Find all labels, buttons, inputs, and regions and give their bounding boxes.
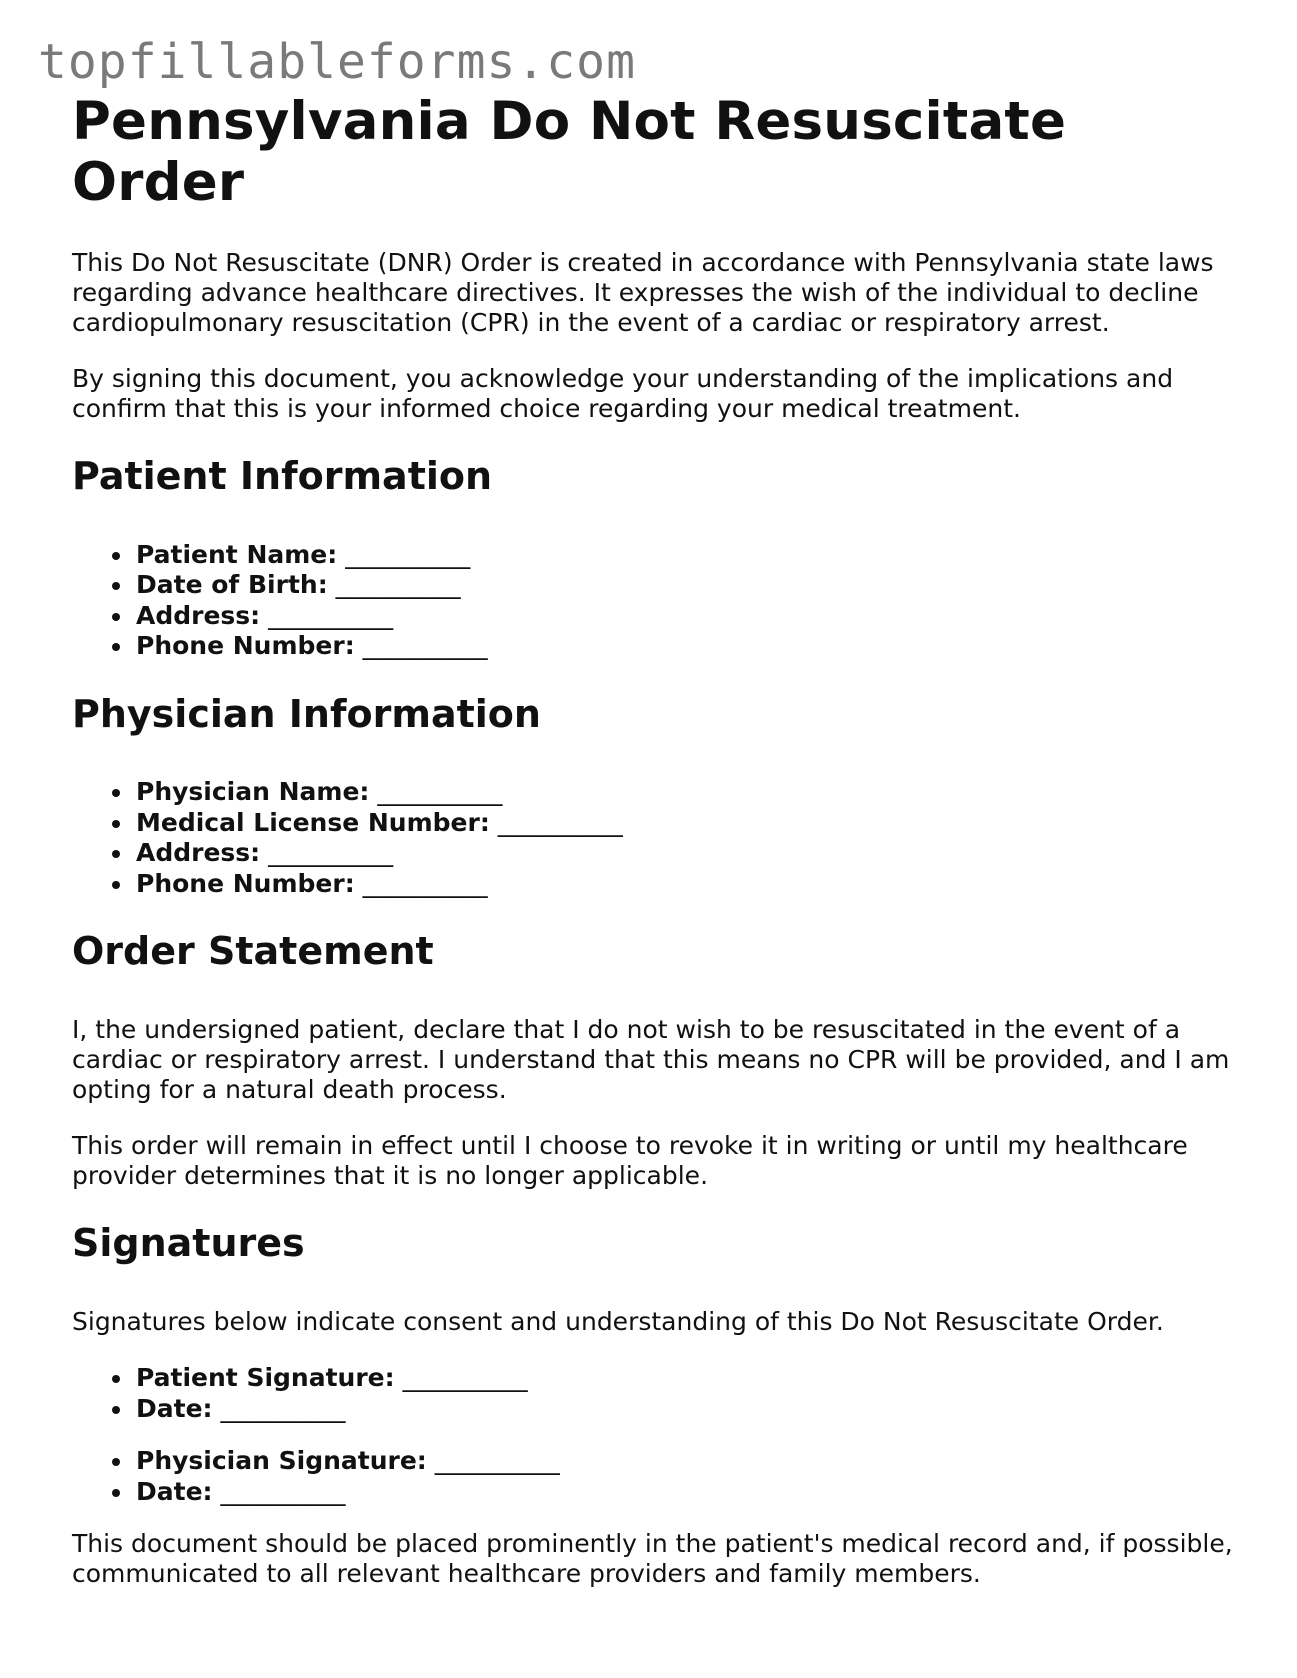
order-paragraph: I, the undersigned patient, declare that I do not wish to be resuscitated in the event of a cardiac or respiratory arrest. I understand that this means no CPR will be provided, and I am opting for a natural death process. bbox=[72, 1015, 1230, 1105]
field-label: Patient Name: bbox=[136, 539, 338, 569]
intro-paragraph: By signing this document, you acknowledge your understanding of the implications and confirm that this is your informed choice regarding your medical treatment. bbox=[72, 363, 1174, 423]
physician-signature-field[interactable] bbox=[134, 1446, 1242, 1477]
blank-line: __________ bbox=[220, 1476, 346, 1506]
order-statement-heading: Order Statement bbox=[72, 929, 434, 974]
physician-info-heading: Physician Information bbox=[72, 691, 541, 736]
field-label: Medical License Number: bbox=[136, 807, 490, 837]
blank-line: __________ bbox=[220, 1393, 346, 1423]
field-label: Address: bbox=[136, 600, 261, 630]
physician-phone-field[interactable] bbox=[134, 869, 1242, 900]
field-label: Phone Number: bbox=[136, 868, 355, 898]
field-label: Date: bbox=[136, 1476, 213, 1506]
physician-name-field[interactable] bbox=[134, 777, 1242, 808]
patient-name-field[interactable] bbox=[134, 540, 1242, 571]
field-label: Physician Signature: bbox=[136, 1446, 427, 1476]
patient-signature-field[interactable] bbox=[134, 1363, 1242, 1394]
signatures-intro: Signatures below indicate consent and understanding of this Do Not Resuscitate Order. bbox=[72, 1307, 1164, 1337]
blank-line: __________ bbox=[434, 1446, 560, 1476]
field-label: Physician Name: bbox=[136, 777, 370, 807]
physician-signature-list bbox=[72, 1446, 1242, 1507]
blank-line: __________ bbox=[335, 570, 461, 600]
blank-line: __________ bbox=[497, 807, 623, 837]
patient-signature-list bbox=[72, 1363, 1242, 1424]
patient-dob-field[interactable] bbox=[134, 570, 1242, 601]
patient-date-field[interactable] bbox=[134, 1394, 1242, 1425]
order-paragraph: This order will remain in effect until I choose to revoke it in writing or until my healthcare provider determines that it is no longer applicable. bbox=[72, 1131, 1188, 1191]
field-label: Date of Birth: bbox=[136, 570, 328, 600]
physician-info-list bbox=[72, 777, 1242, 899]
blank-line: __________ bbox=[268, 838, 394, 868]
watermark-text: topfillableforms.com bbox=[38, 34, 636, 90]
physician-address-field[interactable] bbox=[134, 838, 1242, 869]
blank-line: __________ bbox=[377, 777, 503, 807]
closing-paragraph: This document should be placed prominently in the patient's medical record and, if possible, communicated to all relevant healthcare providers and family members. bbox=[72, 1529, 1233, 1589]
blank-line: __________ bbox=[268, 600, 394, 630]
document-body bbox=[72, 92, 1242, 1615]
physician-date-field[interactable] bbox=[134, 1477, 1242, 1508]
field-label: Phone Number: bbox=[136, 631, 355, 661]
medical-license-field[interactable] bbox=[134, 808, 1242, 839]
field-label: Address: bbox=[136, 838, 261, 868]
blank-line: __________ bbox=[362, 868, 488, 898]
patient-phone-field[interactable] bbox=[134, 631, 1242, 662]
blank-line: __________ bbox=[402, 1363, 528, 1393]
blank-line: __________ bbox=[362, 631, 488, 661]
patient-address-field[interactable] bbox=[134, 601, 1242, 632]
patient-info-list bbox=[72, 540, 1242, 662]
intro-paragraph: This Do Not Resuscitate (DNR) Order is created in accordance with Pennsylvania state laws regarding advance healthcare directives. It expresses the wish of the individual to decline cardiopulmonary resuscitation (CPR) in the event of a cardiac or respiratory arrest. bbox=[72, 247, 1214, 337]
patient-info-heading: Patient Information bbox=[72, 453, 493, 498]
field-label: Date: bbox=[136, 1393, 213, 1423]
signatures-heading: Signatures bbox=[72, 1221, 305, 1266]
field-label: Patient Signature: bbox=[136, 1363, 395, 1393]
blank-line: __________ bbox=[345, 539, 471, 569]
document-title: Pennsylvania Do Not Resuscitate Order bbox=[72, 91, 1067, 213]
